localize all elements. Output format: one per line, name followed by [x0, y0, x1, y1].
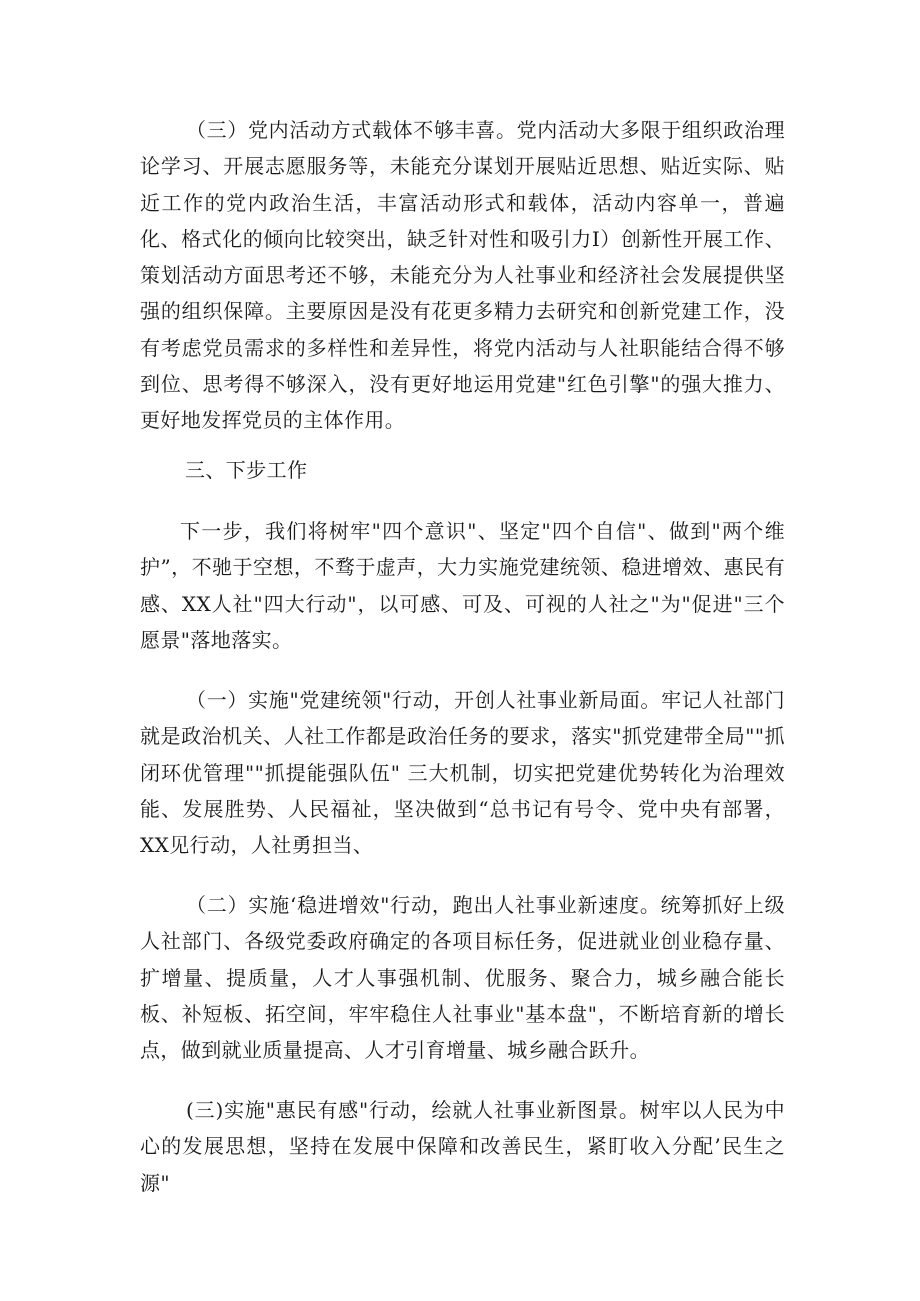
- section-heading-next-steps: 三、下步工作: [185, 458, 308, 482]
- paragraph-benefit-people-action: (三)实施"惠民有感"行动，绘就人社事业新图景。树牢以人民为中心的发展思想，坚持在发展中保障和改善民生，紧盯收入分配’民生之源": [140, 1098, 785, 1195]
- paragraph-party-leadership-action: （一）实施"党建统领"行动，开创人社事业新局面。牢记人社部门就是政治机关、人社工作都是政治任务的要求，落实"抓党建带全局""抓闭环优管理""抓提能强队伍" 三大机制，切实把党建优势转化为治理效能、发展胜势、人民福祉，坚决做到“总书记有号令、党中央有部署，XX见行动，人社勇担当、: [140, 688, 785, 858]
- paragraph-steady-progress-action: （二）实施‘稳进增效"行动，跑出人社事业新速度。统筹抓好上级人社部门、各级党委政府确定的各项目标任务，促进就业创业稳存量、扩增量、提质量，人才人事强机制、优服务、聚合力，城乡融合能长板、补短板、拓空间，牢牢稳住人社事业"基本盘"，不断培育新的增长点，做到就业质量提高、人才引育增量、城乡融合跃升。: [140, 893, 785, 1063]
- paragraph-activity-carriers: （三）党内活动方式载体不够丰喜。党内活动大多限于组织政治理论学习、开展志愿服务等，未能充分谋划开展贴近思想、贴近实际、贴近工作的党内政治生活，丰富活动形式和载体，活动内容单一，普遍化、格式化的倾向比较突出，缺乏针对性和吸引力I）创新性开展工作、策划活动方面思考还不够，未能充分为人社事业和经济社会发展提供坚强的组织保障。主要原因是没有花更多精力去研究和创新党建工作，没有考虑党员需求的多样性和差异性，将党内活动与人社职能结合得不够到位、思考得不够深入，没有更好地运用党建"红色引擎"的强大推力、更好地发挥党员的主体作用。: [140, 118, 785, 433]
- paragraph-next-step-intro: 下一步，我们将树牢"四个意识"、坚定"四个自信"、做到"两个维护”，不驰于空想，不骛于虚声，大力实施党建统领、稳进增效、惠民有感、XX人社"四大行动"，以可感、可及、可视的人社之"为"促进"三个愿景"落地落实。: [140, 519, 785, 652]
